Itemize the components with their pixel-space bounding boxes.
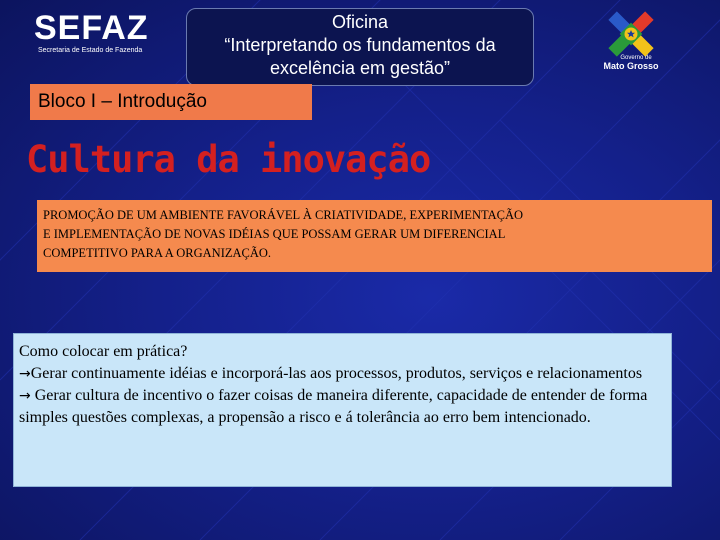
title-box <box>186 8 534 86</box>
logo-subtitle: Secretaria de Estado de Fazenda <box>38 47 143 54</box>
definition-line-1: PROMOÇÃO DE UM AMBIENTE FAVORÁVEL À CRIATIVIDADE, EXPERIMENTAÇÃO <box>43 208 524 222</box>
logo-text: SEFAZ <box>34 9 149 47</box>
practice-question: Como colocar em prática? <box>19 343 188 360</box>
page-title: Cultura da inovação <box>26 138 431 181</box>
definition-line-3: COMPETITIVO PARA A ORGANIZAÇÃO. <box>43 246 272 260</box>
practice-item-2 <box>19 385 667 429</box>
emblem-line-1: Governo de <box>620 55 652 61</box>
sefaz-logo-icon <box>34 10 174 58</box>
definition-line-2: E IMPLEMENTAÇÃO DE NOVAS IDÉIAS QUE POSSAM GERAR UM DIFERENCIAL <box>43 227 506 241</box>
title-line-2: “Interpretando os fundamentos da <box>224 35 496 55</box>
arrow-right-icon: → <box>19 388 31 404</box>
practice-item-1-text: Gerar continuamente idéias e incorporá-las aos processos, produtos, serviços e relacionamentos <box>30 365 643 382</box>
arrow-right-icon: → <box>19 366 31 382</box>
definition-box <box>37 200 712 272</box>
practice-item-1 <box>19 363 667 385</box>
practice-item-2-text: Gerar cultura de incentivo o fazer coisas de maneira diferente, capacidade de entender de forma simples questões complexas, a propensão a risco e á tolerância ao erro bem intencionado. <box>19 387 648 426</box>
section-label: Bloco I – Introdução <box>30 84 312 120</box>
emblem-line-2: Mato Grosso <box>603 61 659 71</box>
practice-box <box>13 333 672 487</box>
title-line-3: excelência em gestão” <box>269 58 451 78</box>
title-line-1: Oficina <box>331 12 389 32</box>
